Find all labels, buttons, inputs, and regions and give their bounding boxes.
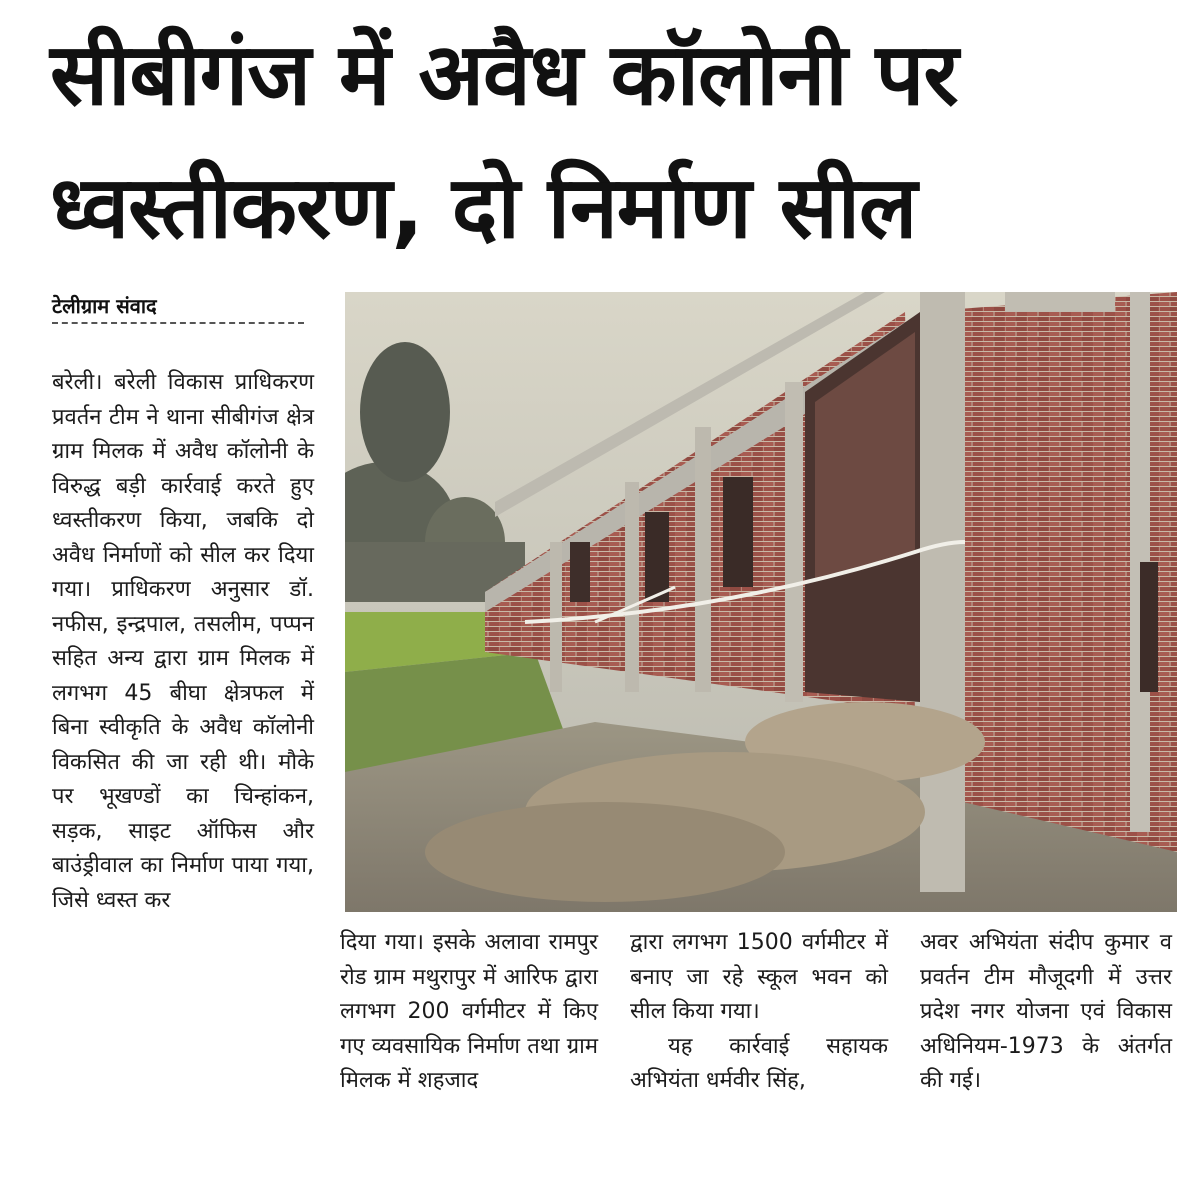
article-column-4 xyxy=(920,926,1172,1099)
article-paragraph: द्वारा लगभग 1500 वर्गमीटर में बनाए जा रहे स्कूल भवन को सील किया गया। xyxy=(630,930,888,1024)
article-column-1 xyxy=(52,366,314,918)
headline-line-1: सीबीगंज में अवैध कॉलोनी पर xyxy=(50,25,958,125)
construction-site-photo-icon xyxy=(345,292,1177,912)
news-photo xyxy=(345,292,1177,912)
byline: टेलीग्राम संवाद xyxy=(52,294,157,318)
article-column-2 xyxy=(340,926,598,1099)
article-paragraph: दिया गया। इसके अलावा रामपुर रोड ग्राम मथुरापुर में आरिफ द्वारा लगभग 200 वर्गमीटर में किए गए व्यवसायिक निर्माण तथा ग्राम मिलक में शहजाद xyxy=(340,930,598,1093)
article-paragraph: अवर अभियंता संदीप कुमार व प्रवर्तन टीम मौजूदगी में उत्तर प्रदेश नगर योजना एवं विकास अधिनियम-1973 के अंतर्गत की गई। xyxy=(920,930,1172,1093)
article-column-3 xyxy=(630,926,888,1099)
headline-line-2: ध्वस्तीकरण, दो निर्माण सील xyxy=(50,158,917,258)
byline-divider xyxy=(52,322,304,324)
article-paragraph: यह कार्रवाई सहायक अभियंता धर्मवीर सिंह, xyxy=(630,1033,888,1093)
article-paragraph: बरेली। बरेली विकास प्राधिकरण प्रवर्तन टीम ने थाना सीबीगंज क्षेत्र ग्राम मिलक में अवैध कॉलोनी के विरुद्ध बड़ी कार्रवाई करते हुए ध्वस्तीकरण किया, जबकि दो अवैध निर्माणों को सील कर दिया गया। प्राधिकरण अनुसार डॉ. नफीस, इन्द्रपाल, तसलीम, पप्पन सहित अन्य द्वारा ग्राम मिलक में लगभग 45 बीघा क्षेत्रफल में बिना स्वीकृति के अवैध कॉलोनी विकसित की जा रही थी। मौके पर भूखण्डों का चिन्हांकन, सड़क, साइट ऑफिस और बाउंड्रीवाल का निर्माण पाया गया, जिसे ध्वस्त कर xyxy=(52,370,314,913)
